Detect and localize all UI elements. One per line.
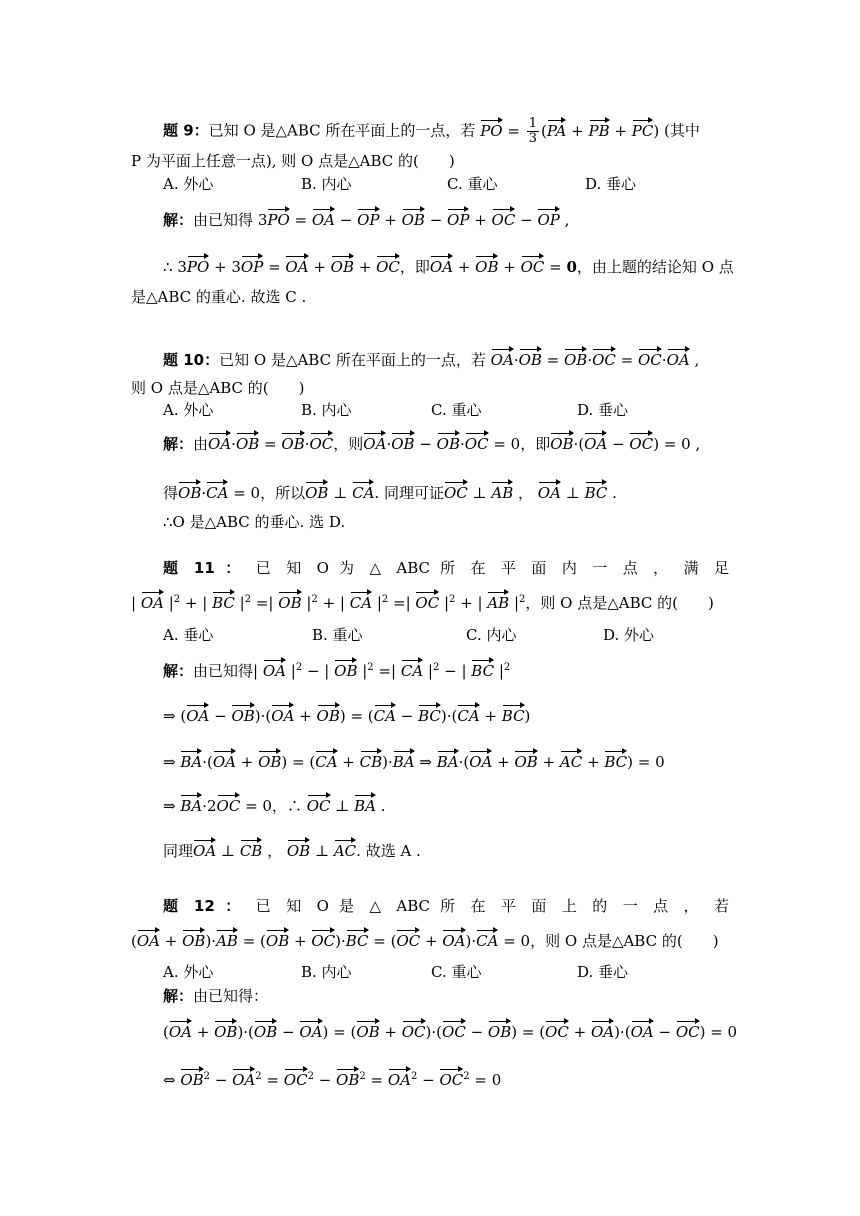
option-d: D. 外心 (603, 626, 655, 644)
solution-label: 解： (163, 435, 194, 453)
formula: PO = $\frac{1}{3}$ (PA + PB + PC) (480, 116, 660, 146)
solution-line: 解：由已知得| OA $|^2$ − | OB $|^2$ =| CA $|^2$ − | BC $|^2$ (163, 658, 510, 681)
formula: OB ⊥ CA (305, 484, 374, 502)
option-b: B. 内心 (301, 175, 352, 193)
problem-11-stem: 题 11 ： 已 知 O 为 △ ABC 所 在 平 面 内 一 点 ， 满 足 (163, 559, 729, 577)
option-d: D. 垂心 (577, 963, 629, 981)
solution-line: 解：由已知得 3PO = OA − OP + OB − OP + OC − OP , (163, 207, 569, 230)
option-c: C. 内心 (466, 626, 517, 644)
solution-label: 解： (163, 987, 194, 1005)
problem-label: 题 9： (163, 121, 209, 140)
stem-text: (OA + OB)·AB = (OB + OC)·BC = (OC + OA)·CA = 0，则 O 点是△ABC 的( ) (131, 928, 719, 951)
formula: 3PO + 3OP = OA + OB + OC (177, 258, 400, 276)
solution-line: 解：由OA·OB = OB·OC，则OA·OB − OB·OC = 0，即OB·(OA − OC) = 0 , (163, 431, 700, 454)
formula: | OA $|^2$ − | OB $|^2$ =| CA $|^2$ − | BC $|^2$ (253, 662, 510, 680)
solution-label: 解： (163, 211, 194, 229)
formula: OB·CA = 0 (178, 484, 260, 502)
problem-label: 题 12 ： (163, 897, 246, 915)
option-b: B. 重心 (312, 626, 363, 644)
formula: (OA + OB)·AB = (OB + OC)·BC = (OC + OA)·CA = 0 (131, 932, 530, 950)
stem-text: | OA $|^2$ + | BC $|^2$ =| OB $|^2$ + | CA $|^2$ =| OC $|^2$ + | AB $|^2$，则 O 点是△ABC 的( ) (131, 590, 714, 613)
option-b: B. 内心 (301, 401, 352, 419)
formula-line: ⇔ $OB^2 - OA^2 = OC^2 - OB^2 = OA^2 - OC^2 = 0$ (163, 1067, 501, 1090)
formula: 3PO = OA − OP + OB − OP + OC − OP , (258, 211, 570, 229)
formula-line: (OA + OB)·(OB − OA) = (OB + OC)·(OC − OB) = (OC + OA)·(OA − OC) = 0 (163, 1019, 737, 1042)
option-c: C. 重心 (431, 963, 482, 981)
stem-text: 则 O 点是△ABC 的( ) (131, 379, 305, 397)
formula: OB·(OA − OC) = 0 , (550, 435, 700, 453)
formula: | OA $|^2$ + | BC $|^2$ =| OB $|^2$ + | CA $|^2$ =| OC $|^2$ + | AB $|^2$ (131, 594, 525, 612)
option-a: A. 垂心 (163, 626, 214, 644)
option-c: C. 重心 (431, 401, 482, 419)
problem-label: 题 10： (163, 351, 220, 369)
formula-line: ⇒ BA·2OC = 0，∴ OC ⊥ BA . (163, 793, 386, 816)
formula: OC ⊥ AB ， OA ⊥ BC . (444, 484, 617, 502)
formula: OA ⊥ CB ， OB ⊥ AC (193, 842, 356, 860)
problem-label: 题 11 ： (163, 559, 246, 577)
solution-line: ∴O 是△ABC 的垂心. 选 D. (163, 513, 346, 531)
stem-text: 已知 O 是△ABC 所在平面上的一点，若 (208, 121, 476, 140)
stem-text: P 为平面上任意一点), 则 O 点是△ABC 的( ) (131, 152, 455, 170)
option-c: C. 重心 (447, 175, 498, 193)
option-a: A. 外心 (163, 175, 214, 193)
option-b: B. 内心 (301, 963, 352, 981)
solution-line: 得OB·CA = 0，所以OB ⊥ CA. 同理可证OC ⊥ AB ， OA ⊥ BC . (163, 480, 617, 503)
problem-12-stem: 题 12 ： 已 知 O 是 △ ABC 所 在 平 面 上 的 一 点 ， 若 (163, 897, 729, 915)
option-a: A. 外心 (163, 963, 214, 981)
formula: OA·OB = OB·OC (208, 435, 333, 453)
formula-line: ⇒ (OA − OB)·(OA + OB) = (CA − BC)·(CA + BC) (163, 703, 530, 726)
formula: OA + OB + OC = 0 (430, 258, 577, 276)
solution-line: 解：由已知得： (163, 987, 269, 1005)
formula: OA·OB = OB·OC = OC·OA , (491, 351, 700, 369)
solution-line: 是△ABC 的重心. 故选 C . (131, 288, 307, 306)
formula-line: ⇒ BA·(OA + OB) = (CA + CB)·BA ⇒ BA·(OA + OB + AC + BC) = 0 (163, 749, 665, 772)
problem-10-stem: 题 10：已知 O 是△ABC 所在平面上的一点，若 OA·OB = OB·OC = OC·OA , (163, 347, 699, 370)
option-a: A. 外心 (163, 401, 214, 419)
stem-text: (其中 (663, 121, 700, 140)
option-d: D. 垂心 (577, 401, 629, 419)
formula: OA·OB − OB·OC = 0 (363, 435, 520, 453)
problem-9-stem (163, 117, 700, 146)
solution-line: 同理OA ⊥ CB ， OB ⊥ AC. 故选 A . (163, 838, 421, 861)
solution-label: 解： (163, 662, 194, 680)
option-d: D. 垂心 (585, 175, 637, 193)
solution-line: ∴ 3PO + 3OP = OA + OB + OC，即OA + OB + OC = 0，由上题的结论知 O 点 (163, 254, 734, 277)
